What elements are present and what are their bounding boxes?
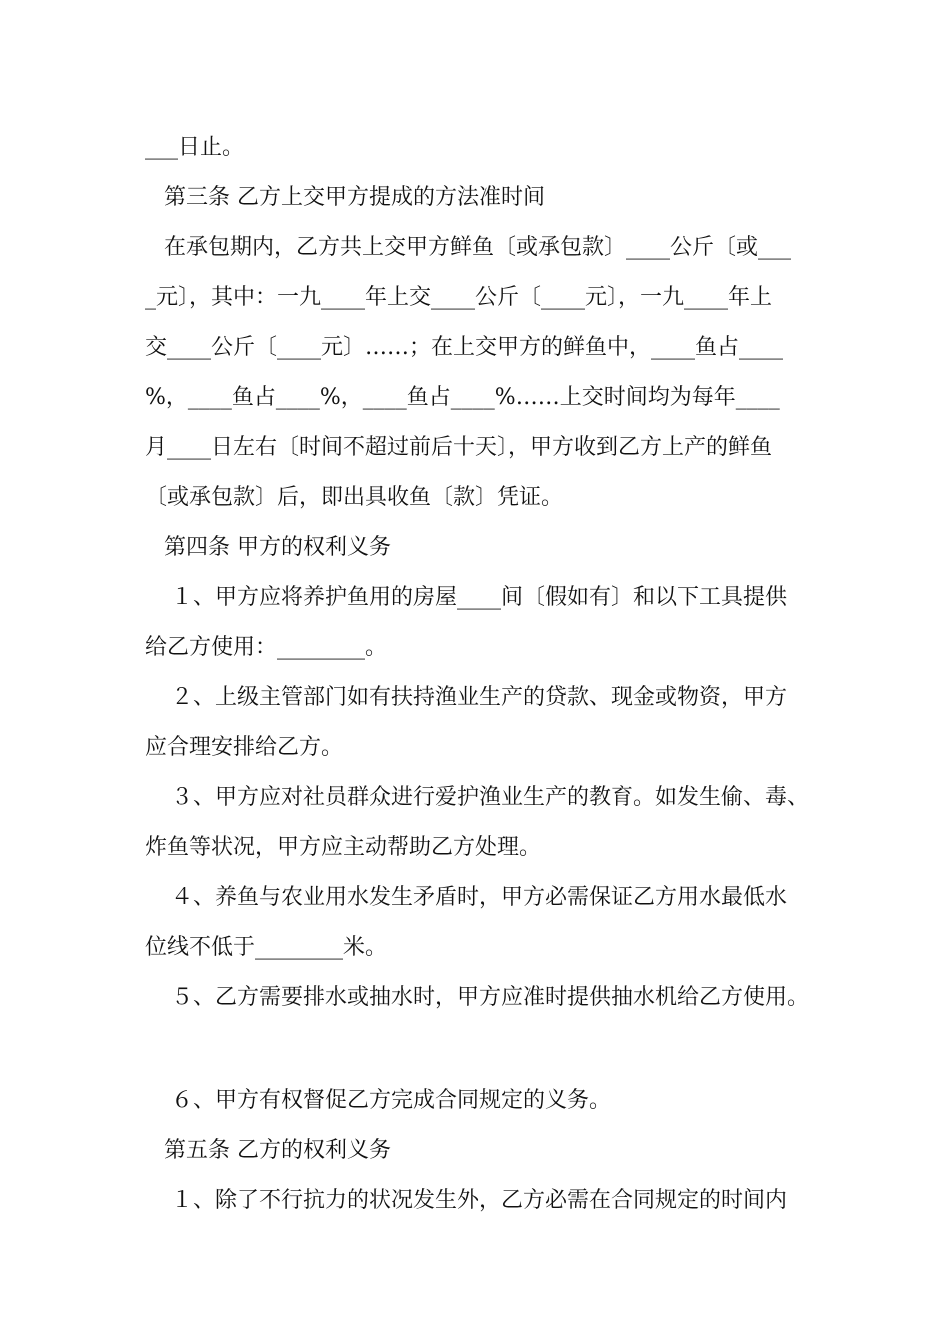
list-item: １、甲方应将养护鱼用的房屋____间〔假如有〕和以下工具提供 [171,585,788,610]
list-item: ４、养鱼与农业用水发生矛盾时，甲方必需保证乙方用水最低水 [171,885,788,910]
text-line: ___日止。 [145,135,245,160]
text-line: 〔或承包款〕后，即出具收鱼〔款〕凭证。 [145,485,564,510]
text-line: 炸鱼等状况，甲方应主动帮助乙方处理。 [145,835,542,860]
list-item: １、除了不行抗力的状况发生外，乙方必需在合同规定的时间内 [171,1188,788,1213]
text-line: 位线不低于________米。 [145,935,388,960]
text-line: 应合理安排给乙方。 [145,735,344,760]
article-heading: 第三条 乙方上交甲方提成的方法准时间 [164,185,545,210]
list-item: ２、上级主管部门如有扶持渔业生产的贷款、现金或物资，甲方 [171,685,788,710]
article-heading: 第四条 甲方的权利义务 [164,535,391,560]
list-item: ５、乙方需要排水或抽水时，甲方应准时提供抽水机给乙方使用。 [171,985,810,1010]
text-line: %，____鱼占____%，____鱼占____%……上交时间均为每年____ [145,385,780,410]
list-item: ３、甲方应对社员群众进行爱护渔业生产的教育。如发生偷、毒、 [171,785,810,810]
list-item: ６、甲方有权督促乙方完成合同规定的义务。 [171,1088,612,1113]
text-line: 在承包期内，乙方共上交甲方鲜鱼〔或承包款〕____公斤〔或___ [164,235,792,260]
document-body [145,123,815,1226]
text-line: 给乙方使用：________。 [145,635,388,660]
article-heading: 第五条 乙方的权利义务 [164,1138,391,1163]
paragraph-gap [145,1023,815,1076]
text-line: _元〕，其中：一九____年上交____公斤〔____元〕，一九____年上 [145,285,773,310]
text-line: 交____公斤〔____元〕……；在上交甲方的鲜鱼中，____鱼占____ [145,335,784,360]
text-line: 月____日左右〔时间不超过前后十天〕，甲方收到乙方上产的鲜鱼 [145,435,773,460]
